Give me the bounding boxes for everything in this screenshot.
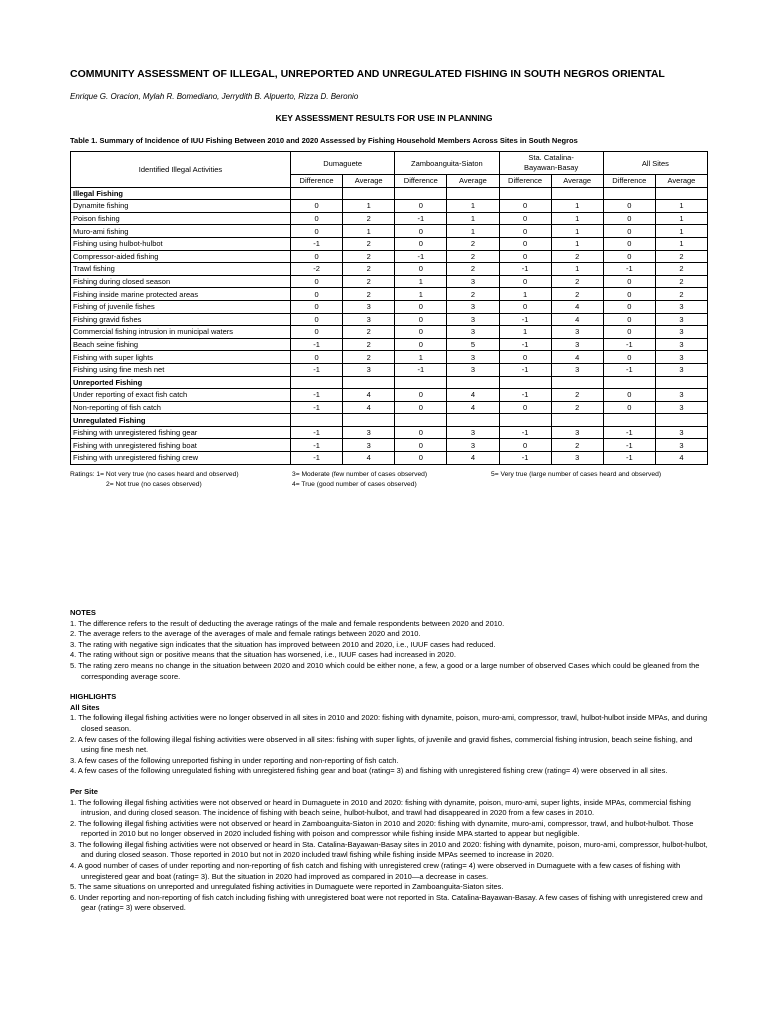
rating-legend-3: 3= Moderate (few number of cases observed) [292, 471, 428, 478]
subheader-average: Average [655, 175, 707, 188]
difference-cell: -1 [291, 363, 343, 376]
highlight-item: 2. A few cases of the following illegal fishing activities were observed in all sites: fishing with super lights, of juvenile and gravid fishes, commercial fishing intrusion, beach seine fishing, and using fine mesh net. [70, 734, 693, 755]
difference-cell: -1 [499, 263, 551, 276]
subheader-difference: Difference [603, 175, 655, 188]
difference-cell: -1 [291, 452, 343, 465]
table-caption: Table 1. Summary of Incidence of IUU Fishing Between 2010 and 2020 Assessed by Fishing Household Members Across Sites in South Negros [70, 136, 578, 145]
average-cell: 4 [447, 389, 499, 402]
average-cell: 1 [551, 212, 603, 225]
table-row [71, 250, 708, 263]
average-cell: 2 [343, 351, 395, 364]
difference-cell: -1 [603, 439, 655, 452]
note-item: 5. The rating zero means no change in the situation between 2020 and 2010 which could be either none, a few, a good or a large number of observed Cases which could be gleaned from the corresponding average score. [70, 660, 700, 681]
difference-cell: 0 [395, 326, 447, 339]
difference-cell: -1 [291, 439, 343, 452]
difference-cell: 0 [603, 389, 655, 402]
difference-cell: 0 [499, 275, 551, 288]
difference-cell: -1 [603, 363, 655, 376]
empty-cell [291, 187, 343, 200]
average-cell: 4 [343, 389, 395, 402]
average-cell: 3 [551, 326, 603, 339]
activity-label: Fishing using fine mesh net [71, 363, 291, 376]
difference-cell: -1 [291, 401, 343, 414]
difference-cell: 0 [291, 326, 343, 339]
activity-label: Fishing of juvenile fishes [71, 300, 291, 313]
note-item: 1. The difference refers to the result of deducting the average ratings of the male and female respondents between 2020 and 2010. [70, 618, 505, 628]
empty-cell [655, 414, 707, 427]
empty-cell [551, 414, 603, 427]
average-cell: 3 [655, 351, 707, 364]
empty-cell [499, 187, 551, 200]
difference-cell: 0 [395, 300, 447, 313]
average-cell: 3 [655, 363, 707, 376]
average-cell: 1 [551, 237, 603, 250]
average-cell: 3 [655, 439, 707, 452]
difference-cell: -1 [291, 389, 343, 402]
authors: Enrique G. Oracion, Mylah R. Bomediano, Jerrydith B. Alpuerto, Rizza D. Beronio [70, 92, 359, 101]
empty-cell [655, 187, 707, 200]
difference-cell: -1 [291, 237, 343, 250]
average-cell: 2 [655, 288, 707, 301]
average-cell: 2 [343, 338, 395, 351]
empty-cell [655, 376, 707, 389]
average-cell: 3 [551, 363, 603, 376]
per-site-item: 6. Under reporting and non-reporting of fish catch including fishing with unregistered boat were not reported in Sta. Catalina-Bayawan-Basay. A few cases of fishing with unregistered crew and gear (rating= 3) were observed. [70, 892, 703, 913]
table-row [71, 313, 708, 326]
rating-legend-1: Ratings: 1= Not very true (no cases heard and observed) [70, 471, 239, 478]
average-cell: 4 [343, 452, 395, 465]
difference-cell: 0 [499, 351, 551, 364]
average-cell: 4 [447, 452, 499, 465]
average-cell: 1 [343, 200, 395, 213]
difference-cell: 0 [395, 426, 447, 439]
empty-cell [395, 376, 447, 389]
average-cell: 2 [551, 250, 603, 263]
difference-cell: 0 [603, 313, 655, 326]
activity-label: Trawl fishing [71, 263, 291, 276]
average-cell: 3 [655, 300, 707, 313]
activity-label: Fishing using hulbot-hulbot [71, 237, 291, 250]
average-cell: 3 [551, 338, 603, 351]
note-item: 3. The rating with negative sign indicates that the situation has improved between 2010 and 2020, i.e., IUUF cases had reduced. [70, 639, 496, 649]
difference-cell: -1 [499, 452, 551, 465]
subheader-average: Average [551, 175, 603, 188]
difference-cell: 0 [603, 225, 655, 238]
average-cell: 1 [655, 237, 707, 250]
difference-cell: -1 [603, 338, 655, 351]
table-row [71, 338, 708, 351]
average-cell: 1 [551, 200, 603, 213]
difference-cell: 0 [395, 313, 447, 326]
difference-cell: 0 [291, 225, 343, 238]
difference-cell: 0 [603, 300, 655, 313]
average-cell: 3 [551, 452, 603, 465]
per-site-item: 5. The same situations on unreported and unregulated fishing activities in Dumaguete were reported in Zamboanguita-Siaton sites. [70, 882, 504, 892]
average-cell: 1 [655, 225, 707, 238]
highlight-item: 1. The following illegal fishing activities were no longer observed in all sites in 2010 and 2020: fishing with dynamite, poison, muro-ami, compressor, trawl, hulbot-hulbot inside MPAs, and during closed season. [70, 713, 708, 733]
average-cell: 1 [447, 212, 499, 225]
notes-list [70, 619, 710, 683]
average-cell: 2 [655, 263, 707, 276]
difference-cell: 0 [395, 263, 447, 276]
activity-label: Fishing with unregistered fishing boat [71, 439, 291, 452]
empty-cell [395, 187, 447, 200]
average-cell: 2 [655, 275, 707, 288]
difference-cell: -1 [291, 426, 343, 439]
header-site: Sta. Catalina- Bayawan-Basay [499, 152, 603, 175]
average-cell: 3 [447, 439, 499, 452]
difference-cell: 0 [499, 250, 551, 263]
average-cell: 4 [655, 452, 707, 465]
category-label: Illegal Fishing [71, 187, 291, 200]
header-site: Zamboanguita-Siaton [395, 152, 499, 175]
per-site-heading: Per Site [70, 786, 98, 796]
table-row [71, 225, 708, 238]
difference-cell: 0 [395, 225, 447, 238]
difference-cell: 1 [499, 288, 551, 301]
table-row [71, 452, 708, 465]
average-cell: 1 [551, 263, 603, 276]
average-cell: 1 [447, 225, 499, 238]
activity-label: Non-reporting of fish catch [71, 401, 291, 414]
difference-cell: 0 [395, 439, 447, 452]
average-cell: 3 [343, 300, 395, 313]
average-cell: 2 [551, 439, 603, 452]
table-row [71, 326, 708, 339]
average-cell: 2 [551, 288, 603, 301]
average-cell: 2 [447, 237, 499, 250]
table-row [71, 200, 708, 213]
average-cell: 3 [343, 439, 395, 452]
difference-cell: 0 [499, 237, 551, 250]
difference-cell: 0 [603, 200, 655, 213]
highlights-heading: HIGHLIGHTS [70, 692, 117, 702]
header-activities: Identified Illegal Activities [71, 152, 291, 188]
difference-cell: 0 [603, 351, 655, 364]
average-cell: 5 [447, 338, 499, 351]
average-cell: 3 [655, 338, 707, 351]
difference-cell: -1 [499, 338, 551, 351]
table-row [71, 351, 708, 364]
average-cell: 3 [655, 401, 707, 414]
difference-cell: -1 [395, 363, 447, 376]
highlight-item: 4. A few cases of the following unregulated fishing with unregistered fishing gear and boat (rating= 3) and fishing with unregistered fishing crew (rating= 4) were observed in all sites. [70, 766, 668, 776]
subheader-average: Average [447, 175, 499, 188]
empty-cell [447, 414, 499, 427]
average-cell: 3 [551, 426, 603, 439]
empty-cell [447, 376, 499, 389]
difference-cell: -1 [603, 452, 655, 465]
per-site-list [70, 798, 710, 915]
notes-and-highlights [70, 608, 710, 914]
difference-cell: 0 [395, 389, 447, 402]
table-row [71, 389, 708, 402]
notes-heading: NOTES [70, 608, 96, 617]
average-cell: 1 [343, 225, 395, 238]
average-cell: 1 [655, 200, 707, 213]
activity-label: Fishing with super lights [71, 351, 291, 364]
empty-cell [603, 187, 655, 200]
average-cell: 2 [343, 250, 395, 263]
difference-cell: 0 [603, 237, 655, 250]
average-cell: 2 [343, 237, 395, 250]
average-cell: 4 [447, 401, 499, 414]
difference-cell: 0 [603, 250, 655, 263]
table-row [71, 401, 708, 414]
difference-cell: 0 [499, 401, 551, 414]
average-cell: 2 [343, 275, 395, 288]
difference-cell: 0 [499, 439, 551, 452]
subheader-difference: Difference [291, 175, 343, 188]
average-cell: 3 [343, 313, 395, 326]
difference-cell: 1 [395, 351, 447, 364]
average-cell: 2 [447, 263, 499, 276]
difference-cell: 0 [603, 401, 655, 414]
average-cell: 2 [343, 326, 395, 339]
note-item: 2. The average refers to the average of the averages of male and female ratings between 2020 and 2010. [70, 629, 421, 639]
average-cell: 3 [447, 426, 499, 439]
activity-label: Compressor-aided fishing [71, 250, 291, 263]
difference-cell: 0 [603, 288, 655, 301]
subheader-difference: Difference [395, 175, 447, 188]
average-cell: 3 [343, 363, 395, 376]
average-cell: 2 [447, 288, 499, 301]
rating-legend-4: 4= True (good number of cases observed) [292, 481, 417, 488]
average-cell: 3 [655, 313, 707, 326]
section-title: KEY ASSESSMENT RESULTS FOR USE IN PLANNING [275, 113, 493, 123]
activity-label: Fishing inside marine protected areas [71, 288, 291, 301]
activity-label: Under reporting of exact fish catch [71, 389, 291, 402]
activity-label: Fishing with unregistered fishing crew [71, 452, 291, 465]
difference-cell: 0 [395, 338, 447, 351]
difference-cell: 1 [499, 326, 551, 339]
table-row [71, 426, 708, 439]
header-site: All Sites [603, 152, 707, 175]
difference-cell: 0 [499, 225, 551, 238]
difference-cell: 0 [603, 326, 655, 339]
difference-cell: 0 [291, 288, 343, 301]
average-cell: 3 [447, 275, 499, 288]
empty-cell [343, 187, 395, 200]
average-cell: 3 [343, 426, 395, 439]
per-site-item: 3. The following illegal fishing activities were not observed or heard in Sta. Catalina-Bayawan-Basay sites in 2010 and 2020: fishing with dynamite, poison, muro-ami, compressor, hulbot-hulbot, and during closed season. Those reported in 2010 but not in 2020 included trawl fishing while fishing inside MPAs seemed to increase in 2020. [70, 839, 708, 860]
difference-cell: 0 [291, 212, 343, 225]
per-site-item: 4. A good number of cases of under reporting and non-reporting of fish catch and fishing with unregistered crew (rating= 4) were observed in Dumaguete with a few cases of fishing with unregistered gear and boat (rating= 3). But the situation in 2020 had improved as compared in 2010—a decrease in cases. [70, 861, 681, 881]
subheader-average: Average [343, 175, 395, 188]
table-row [71, 237, 708, 250]
average-cell: 2 [343, 212, 395, 225]
difference-cell: 1 [395, 275, 447, 288]
average-cell: 3 [655, 426, 707, 439]
iuu-summary-table [70, 151, 708, 465]
empty-cell [499, 414, 551, 427]
activity-label: Fishing gravid fishes [71, 313, 291, 326]
all-sites-list [70, 713, 710, 777]
table-body [71, 187, 708, 464]
average-cell: 3 [447, 326, 499, 339]
empty-cell [395, 414, 447, 427]
average-cell: 3 [447, 351, 499, 364]
difference-cell: 0 [395, 237, 447, 250]
activity-label: Fishing during closed season [71, 275, 291, 288]
subheader-difference: Difference [499, 175, 551, 188]
difference-cell: 0 [603, 212, 655, 225]
empty-cell [447, 187, 499, 200]
category-row [71, 187, 708, 200]
category-label: Unreported Fishing [71, 376, 291, 389]
rating-legend-5: 5= Very true (large number of cases heard and observed) [491, 471, 662, 478]
empty-cell [603, 414, 655, 427]
average-cell: 3 [447, 300, 499, 313]
paper-title: COMMUNITY ASSESSMENT OF ILLEGAL, UNREPORTED AND UNREGULATED FISHING IN SOUTH NEGROS ORIENTAL [70, 68, 665, 80]
difference-cell: 0 [291, 200, 343, 213]
average-cell: 1 [655, 212, 707, 225]
difference-cell: 1 [395, 288, 447, 301]
difference-cell: 0 [291, 313, 343, 326]
difference-cell: 0 [291, 250, 343, 263]
difference-cell: -1 [499, 426, 551, 439]
table-row [71, 363, 708, 376]
average-cell: 1 [447, 200, 499, 213]
difference-cell: -1 [603, 426, 655, 439]
activity-label: Fishing with unregistered fishing gear [71, 426, 291, 439]
average-cell: 4 [343, 401, 395, 414]
table-row [71, 439, 708, 452]
average-cell: 2 [343, 288, 395, 301]
activity-label: Muro-ami fishing [71, 225, 291, 238]
average-cell: 3 [655, 389, 707, 402]
average-cell: 1 [551, 225, 603, 238]
average-cell: 3 [655, 326, 707, 339]
activity-label: Commercial fishing intrusion in municipal waters [71, 326, 291, 339]
difference-cell: 0 [291, 300, 343, 313]
average-cell: 3 [447, 363, 499, 376]
table-row [71, 288, 708, 301]
difference-cell: 0 [291, 275, 343, 288]
activity-label: Beach seine fishing [71, 338, 291, 351]
rating-legend-2: 2= Not true (no cases observed) [106, 481, 202, 488]
difference-cell: -1 [499, 313, 551, 326]
difference-cell: -1 [499, 363, 551, 376]
table-row [71, 212, 708, 225]
average-cell: 4 [551, 351, 603, 364]
empty-cell [499, 376, 551, 389]
difference-cell: 0 [499, 300, 551, 313]
difference-cell: -1 [395, 212, 447, 225]
difference-cell: 0 [499, 200, 551, 213]
difference-cell: 0 [395, 452, 447, 465]
table-row [71, 300, 708, 313]
difference-cell: 0 [499, 212, 551, 225]
table-row [71, 263, 708, 276]
activity-label: Poison fishing [71, 212, 291, 225]
difference-cell: -1 [499, 389, 551, 402]
empty-cell [603, 376, 655, 389]
average-cell: 2 [447, 250, 499, 263]
empty-cell [343, 376, 395, 389]
difference-cell: -1 [603, 263, 655, 276]
average-cell: 2 [551, 401, 603, 414]
header-site: Dumaguete [291, 152, 395, 175]
all-sites-heading: All Sites [70, 702, 100, 712]
difference-cell: 0 [291, 351, 343, 364]
category-row [71, 376, 708, 389]
difference-cell: -1 [291, 338, 343, 351]
per-site-item: 1. The following illegal fishing activities were not observed or heard in Dumaguete in 2010 and 2020: fishing with dynamite, poison, muro-ami, super lights, inside MPAs, commercial fishing intrusion, and during closed season. The incidence of fishing with beach seine, hulbot-hulbot, and trawl had disappeared in 2020 from a few cases in 2010. [70, 797, 691, 818]
average-cell: 3 [447, 313, 499, 326]
empty-cell [343, 414, 395, 427]
average-cell: 2 [343, 263, 395, 276]
highlight-item: 3. A few cases of the following unreported fishing in under reporting and non-reporting of fish catch. [70, 755, 399, 765]
empty-cell [291, 414, 343, 427]
difference-cell: 0 [395, 200, 447, 213]
table-row [71, 275, 708, 288]
empty-cell [291, 376, 343, 389]
difference-cell: -1 [395, 250, 447, 263]
difference-cell: -2 [291, 263, 343, 276]
activity-label: Dynamite fishing [71, 200, 291, 213]
note-item: 4. The rating without sign or positive means that the situation has worsened, i.e., IUUF cases had increased in 2020. [70, 650, 456, 660]
category-row [71, 414, 708, 427]
difference-cell: 0 [395, 401, 447, 414]
difference-cell: 0 [603, 275, 655, 288]
average-cell: 2 [655, 250, 707, 263]
average-cell: 2 [551, 275, 603, 288]
category-label: Unregulated Fishing [71, 414, 291, 427]
average-cell: 2 [551, 389, 603, 402]
average-cell: 4 [551, 300, 603, 313]
empty-cell [551, 187, 603, 200]
empty-cell [551, 376, 603, 389]
average-cell: 4 [551, 313, 603, 326]
per-site-item: 2. The following illegal fishing activities were not observed or heard in Zamboanguita-Siaton in 2010 and 2020: fishing with dynamite, muro-ami, compressor, trawl, and hulbot-hulbot. Those reported in 2010 but no longer observed in 2020 included fishing with poison and compressor while fishing inside MPA started to appear but negligible. [70, 818, 694, 839]
